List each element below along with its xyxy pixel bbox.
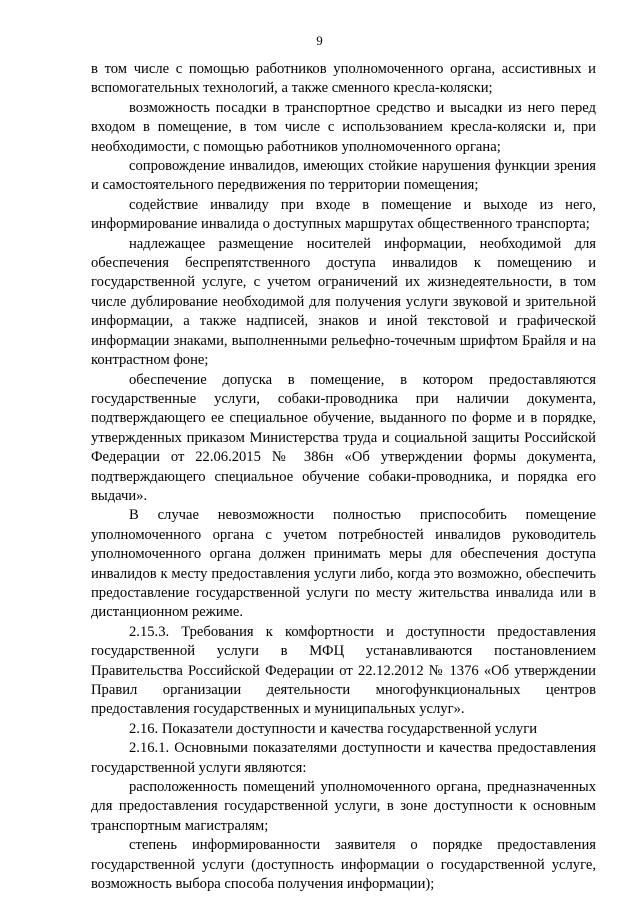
paragraph: расположенность помещений уполномоченного органа, предназначенных для предоставления государственной услуги, в зоне доступности к основным транспортным магистралям; [91, 779, 596, 834]
paragraph: сопровождение инвалидов, имеющих стойкие нарушения функции зрения и самостоятельного передвижения по территории помещения; [91, 158, 596, 194]
paragraph: степень информированности заявителя о порядке предоставления государственной услуги (доступность информации о государственной услуге, возможность выбора способа получения информации); [91, 837, 596, 893]
paragraph: В случае невозможности полностью приспособить помещение уполномоченного органа с учетом потребностей инвалидов руководитель уполномоченного органа должен принимать меры для обеспечения доступа инвалидов к месту предоставления услуги либо, когда это возможно, обеспечить предоставление государственной услуги по месту жительства инвалида или в дистанционном режиме. [91, 507, 596, 621]
paragraph: содействие инвалиду при входе в помещение и выходе из него, информирование инвалида о доступных маршрутах общественного транспорта; [91, 196, 596, 233]
document-body [91, 60, 596, 894]
paragraph: 2.16.1. Основными показателями доступности и качества предоставления государственной услуги являются: [91, 740, 596, 776]
paragraph: 2.15.3. Требования к комфортности и доступности предоставления государственной услуги в МФЦ устанавливаются постановлением Правительства Российской Федерации от 22.12.2012 № 1376 «Об утверждении Правил организации деятельности многофункциональных центров предоставления государственных и муниципальных услуг». [91, 623, 596, 718]
page-number: 9 [316, 33, 323, 48]
section-heading: 2.16. Показатели доступности и качества государственной услуги [129, 720, 538, 737]
paragraph: надлежащее размещение носителей информации, необходимой для обеспечения беспрепятственного доступа инвалидов к помещению и государственной услуге, с учетом ограничений их жизнедеятельности, в том числе дублирование необходимой для получения услуги звуковой и зрительной информации, а также надписей, знаков и иной текстовой и графической информации знаками, выполненными рельефно-точечным шрифтом Брайля и на контрастном фоне; [91, 235, 596, 369]
paragraph: возможность посадки в транспортное средство и высадки из него перед входом в помещение, в том числе с использованием кресла-коляски и, при необходимости, с помощью работников уполномоченного органа; [91, 99, 596, 155]
paragraph: в том числе с помощью работников уполномоченного органа, ассистивных и вспомогательных технологий, а также сменного кресла-коляски; [91, 61, 596, 97]
paragraph: обеспечение допуска в помещение, в котором предоставляются государственные услуги, собаки-проводника при наличии документа, подтверждающего ее специальное обучение, выданного по форме и в порядке, утвержденных приказом Министерства труда и социальной защиты Российской Федерации от 22.06.2015 № 386н «Об утверждении формы документа, подтверждающего специальное обучение собаки-проводника, и порядка его выдачи». [91, 371, 596, 504]
